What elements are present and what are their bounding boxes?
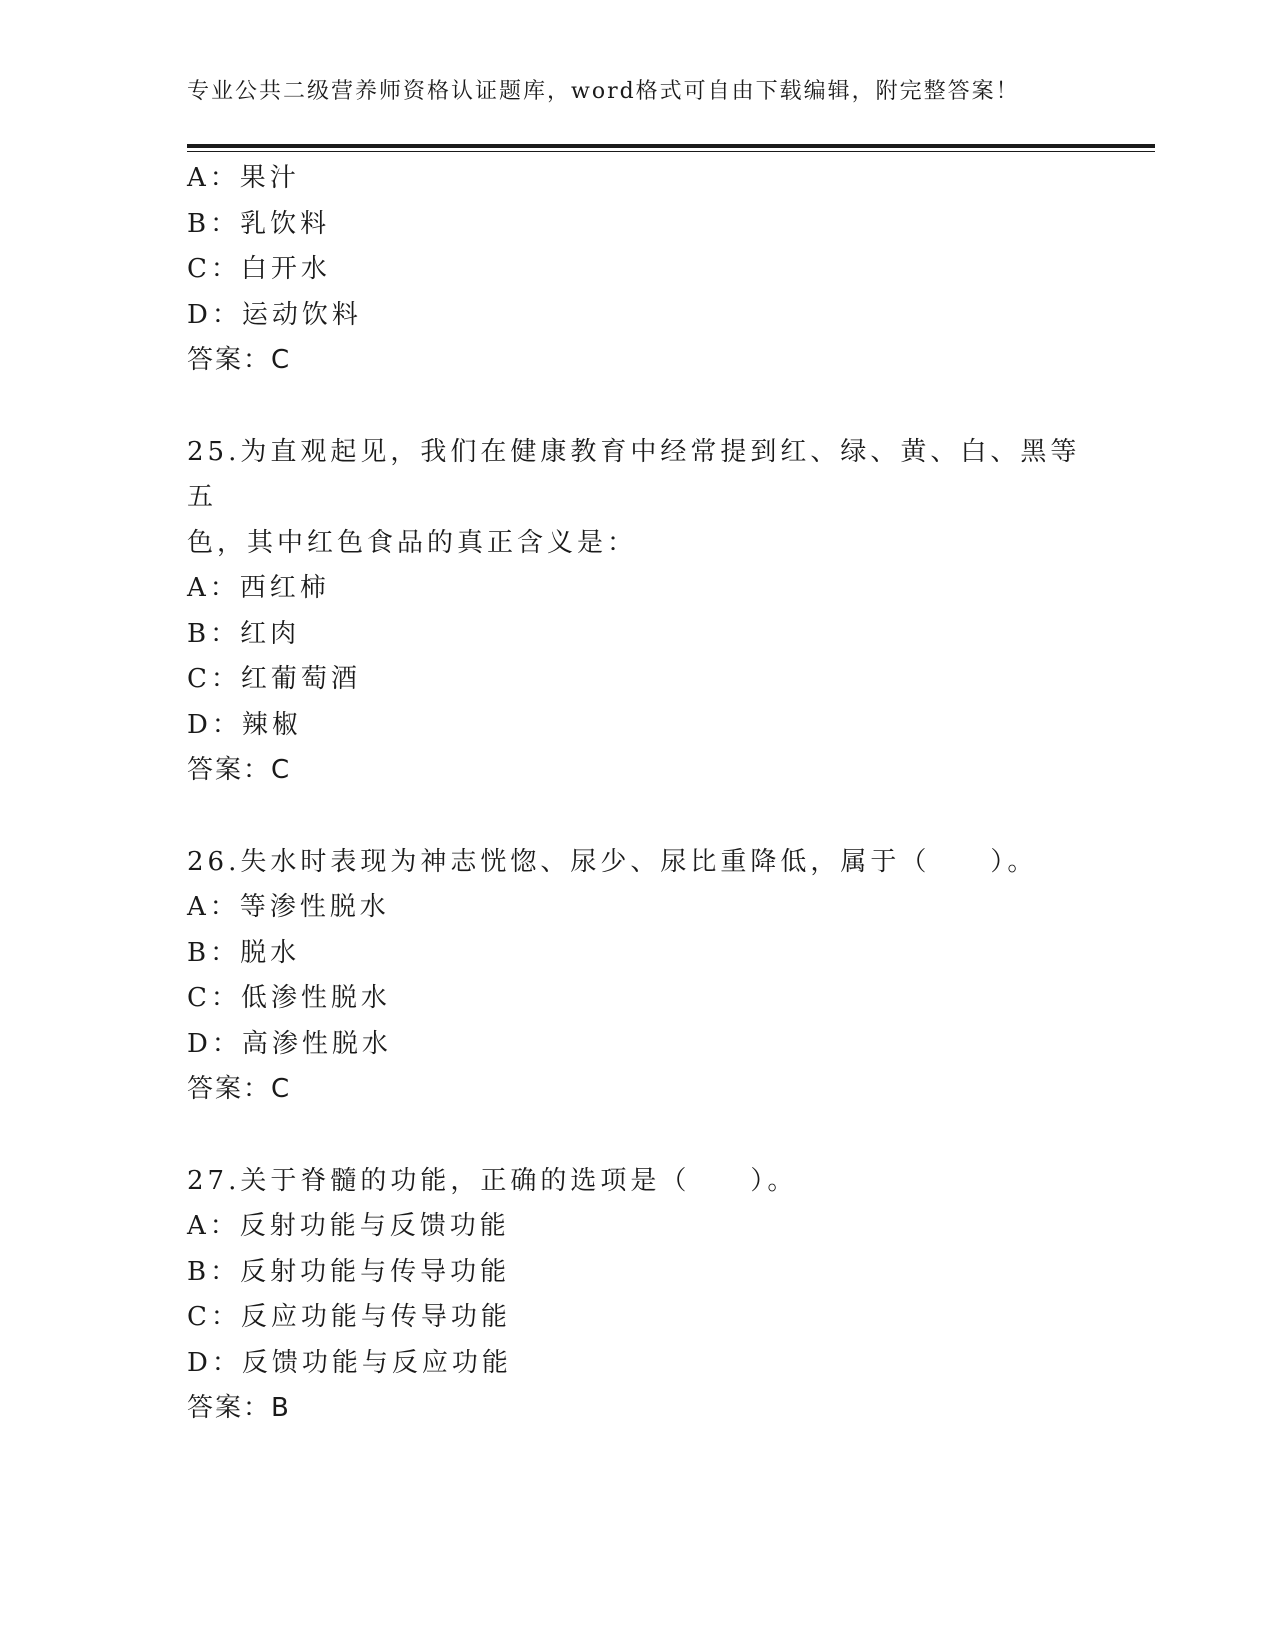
answer: 答案：C	[187, 1074, 292, 1104]
question-stem-line-1: 27.关于脊髓的功能，正确的选项是（ ）。	[187, 1165, 798, 1196]
option-a: A：果汁	[187, 163, 300, 193]
header-rule-thin	[187, 151, 1155, 152]
question-25	[187, 430, 1087, 794]
answer: 答案：C	[187, 345, 292, 375]
option-d: D：高渗性脱水	[187, 1028, 392, 1059]
option-d: D：反馈功能与反应功能	[187, 1347, 512, 1378]
option-d: D：辣椒	[187, 709, 302, 740]
question-24	[187, 156, 1087, 384]
option-a: A：等渗性脱水	[187, 892, 390, 922]
option-c: C：红葡萄酒	[187, 664, 361, 694]
question-26	[187, 840, 1087, 1113]
option-c: C：低渗性脱水	[187, 983, 391, 1013]
option-b: B：反射功能与传导功能	[187, 1256, 511, 1287]
option-a: A：西红柿	[187, 573, 330, 603]
option-c: C：白开水	[187, 254, 331, 284]
header-rule-thick	[187, 144, 1155, 148]
question-list	[187, 156, 1087, 1432]
option-c: C：反应功能与传导功能	[187, 1302, 511, 1332]
question-stem-line-1: 25.为直观起见，我们在健康教育中经常提到红、绿、黄、白、黑等五	[187, 436, 1081, 512]
answer: 答案：C	[187, 755, 292, 785]
answer: 答案：B	[187, 1393, 291, 1423]
option-d: D：运动饮料	[187, 299, 362, 330]
question-stem-line-2: 色，其中红色食品的真正含义是：	[187, 527, 638, 558]
option-b: B：乳饮料	[187, 208, 331, 239]
option-b: B：红肉	[187, 618, 301, 649]
option-a: A：反射功能与反馈功能	[187, 1211, 510, 1241]
spacer	[187, 1113, 1087, 1159]
option-b: B：脱水	[187, 937, 301, 968]
question-stem-line-1: 26.失水时表现为神志恍惚、尿少、尿比重降低，属于（ ）。	[187, 846, 1038, 877]
spacer	[187, 794, 1087, 840]
page-header: 专业公共二级营养师资格认证题库，word格式可自由下载编辑，附完整答案！	[187, 79, 1020, 104]
spacer	[187, 384, 1087, 430]
question-27	[187, 1159, 1087, 1432]
